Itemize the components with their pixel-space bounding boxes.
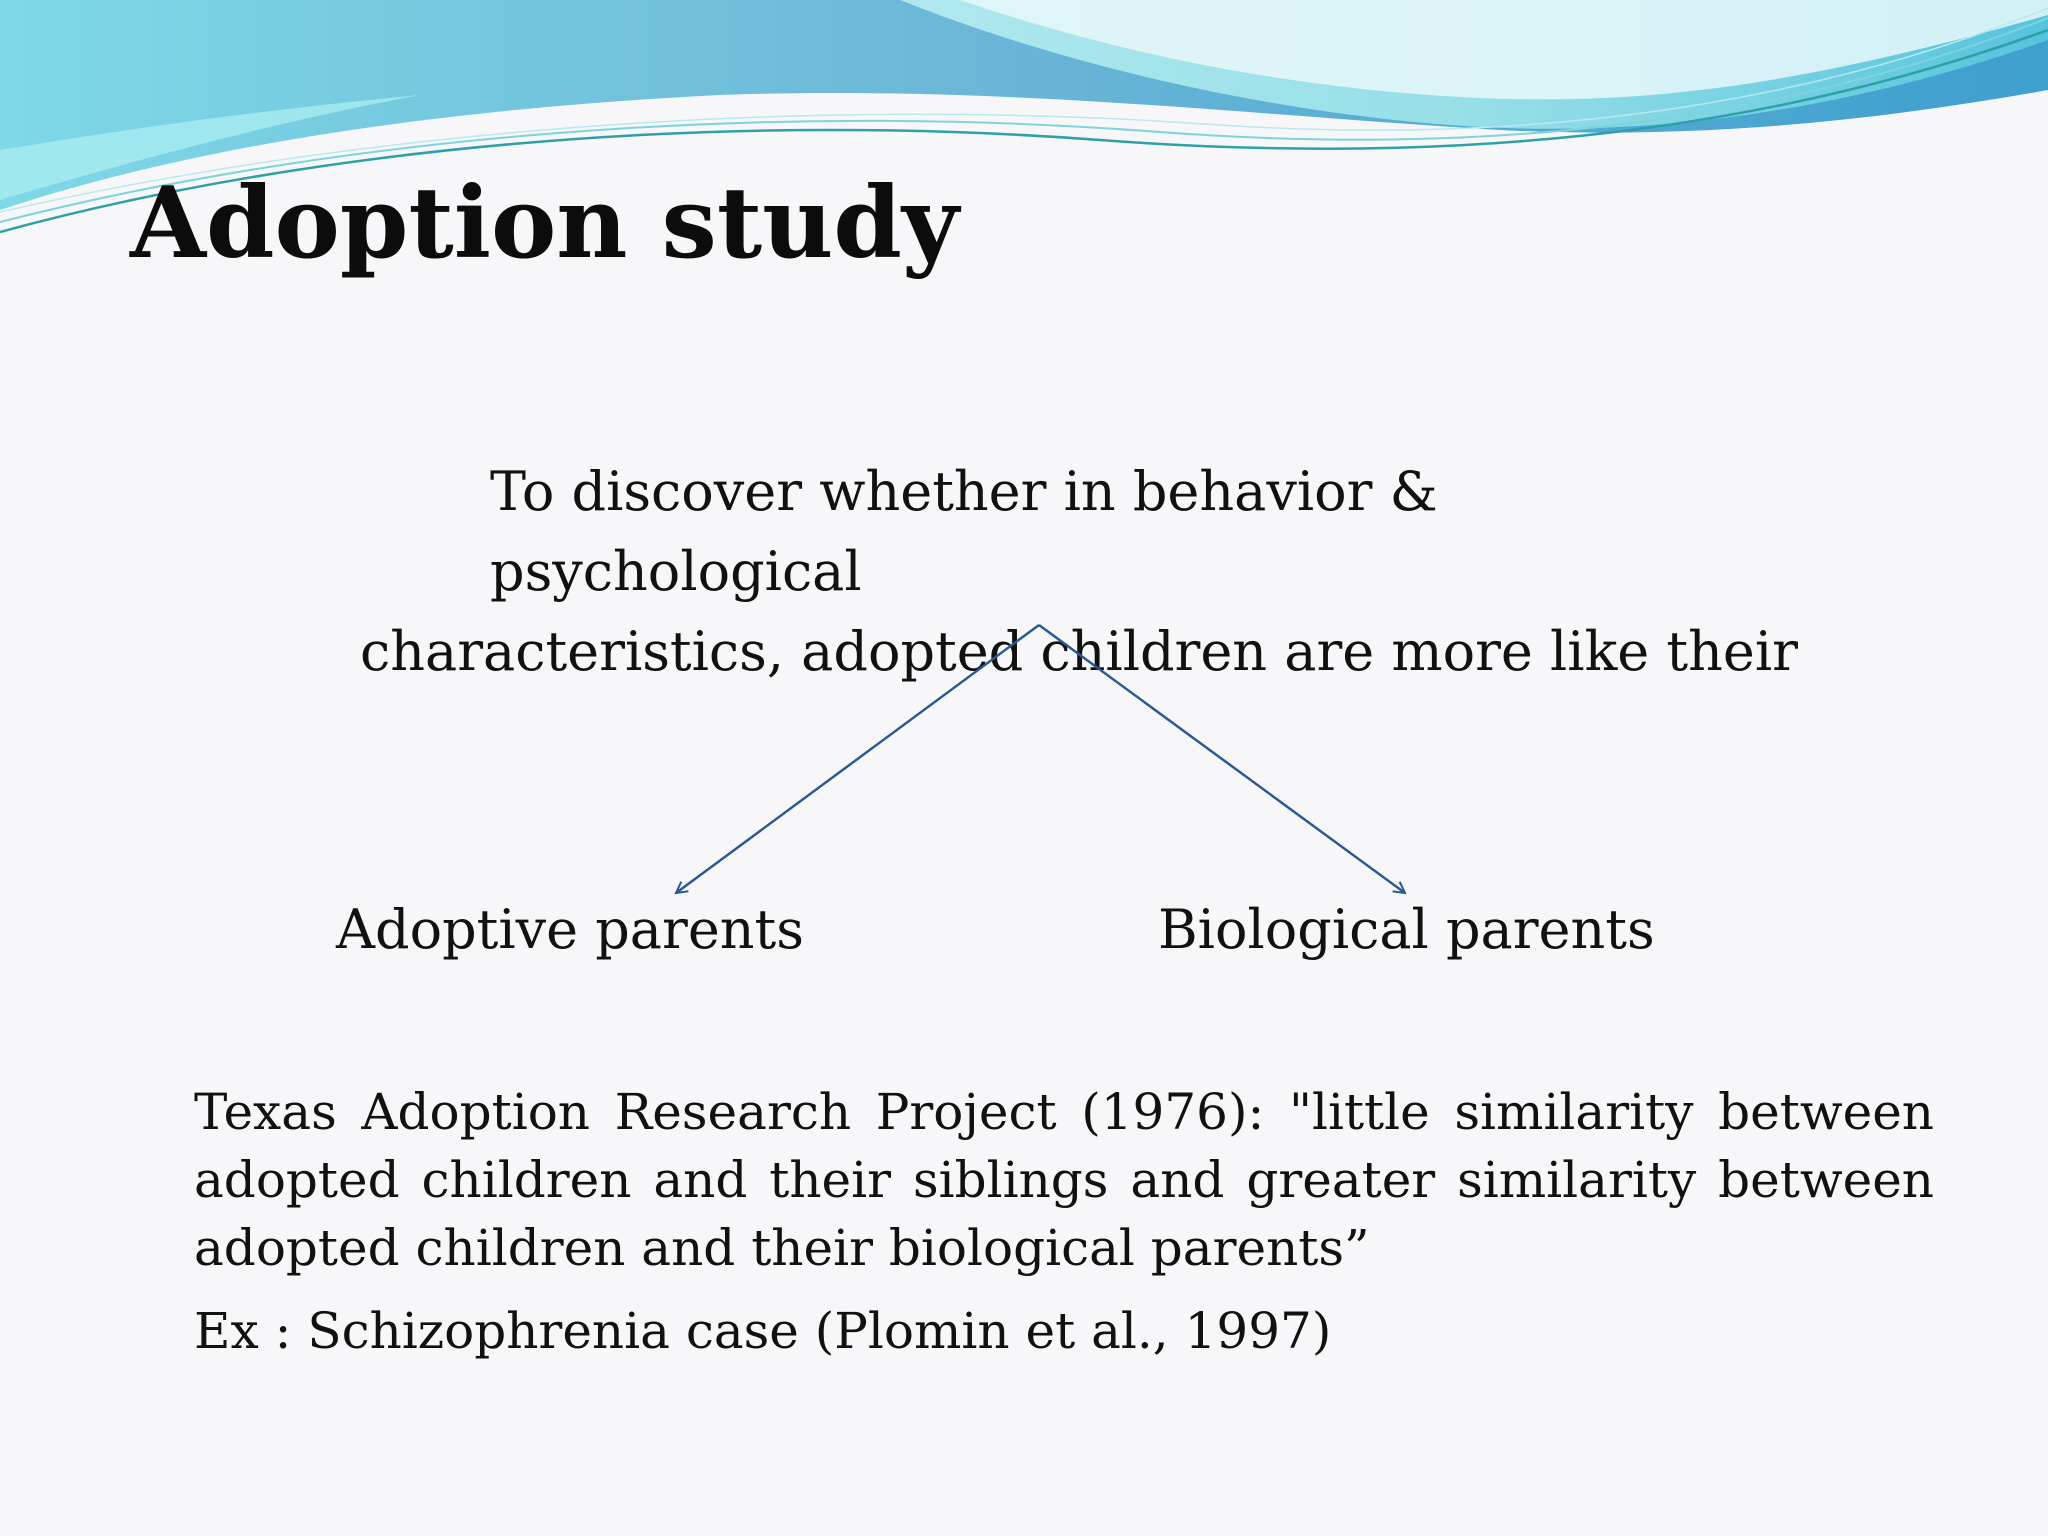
arrow-to-adoptive-parents: [676, 625, 1039, 893]
branch-label-adoptive-parents: Adoptive parents: [336, 898, 804, 961]
slide-title: Adoption study: [130, 166, 959, 281]
intro-line-1: To discover whether in behavior & psychological: [490, 460, 1438, 603]
research-quote: Texas Adoption Research Project (1976): "little similarity between adopted children and their siblings and greater similarity between adopted children and their biological parents”: [194, 1083, 1934, 1277]
example-text: Ex : Schizophrenia case (Plomin et al., 1997): [194, 1302, 1332, 1360]
intro-line-2: characteristics, adopted children are more like their: [360, 620, 1798, 683]
arrow-to-biological-parents: [1039, 625, 1405, 893]
branch-label-biological-parents: Biological parents: [1158, 898, 1655, 961]
